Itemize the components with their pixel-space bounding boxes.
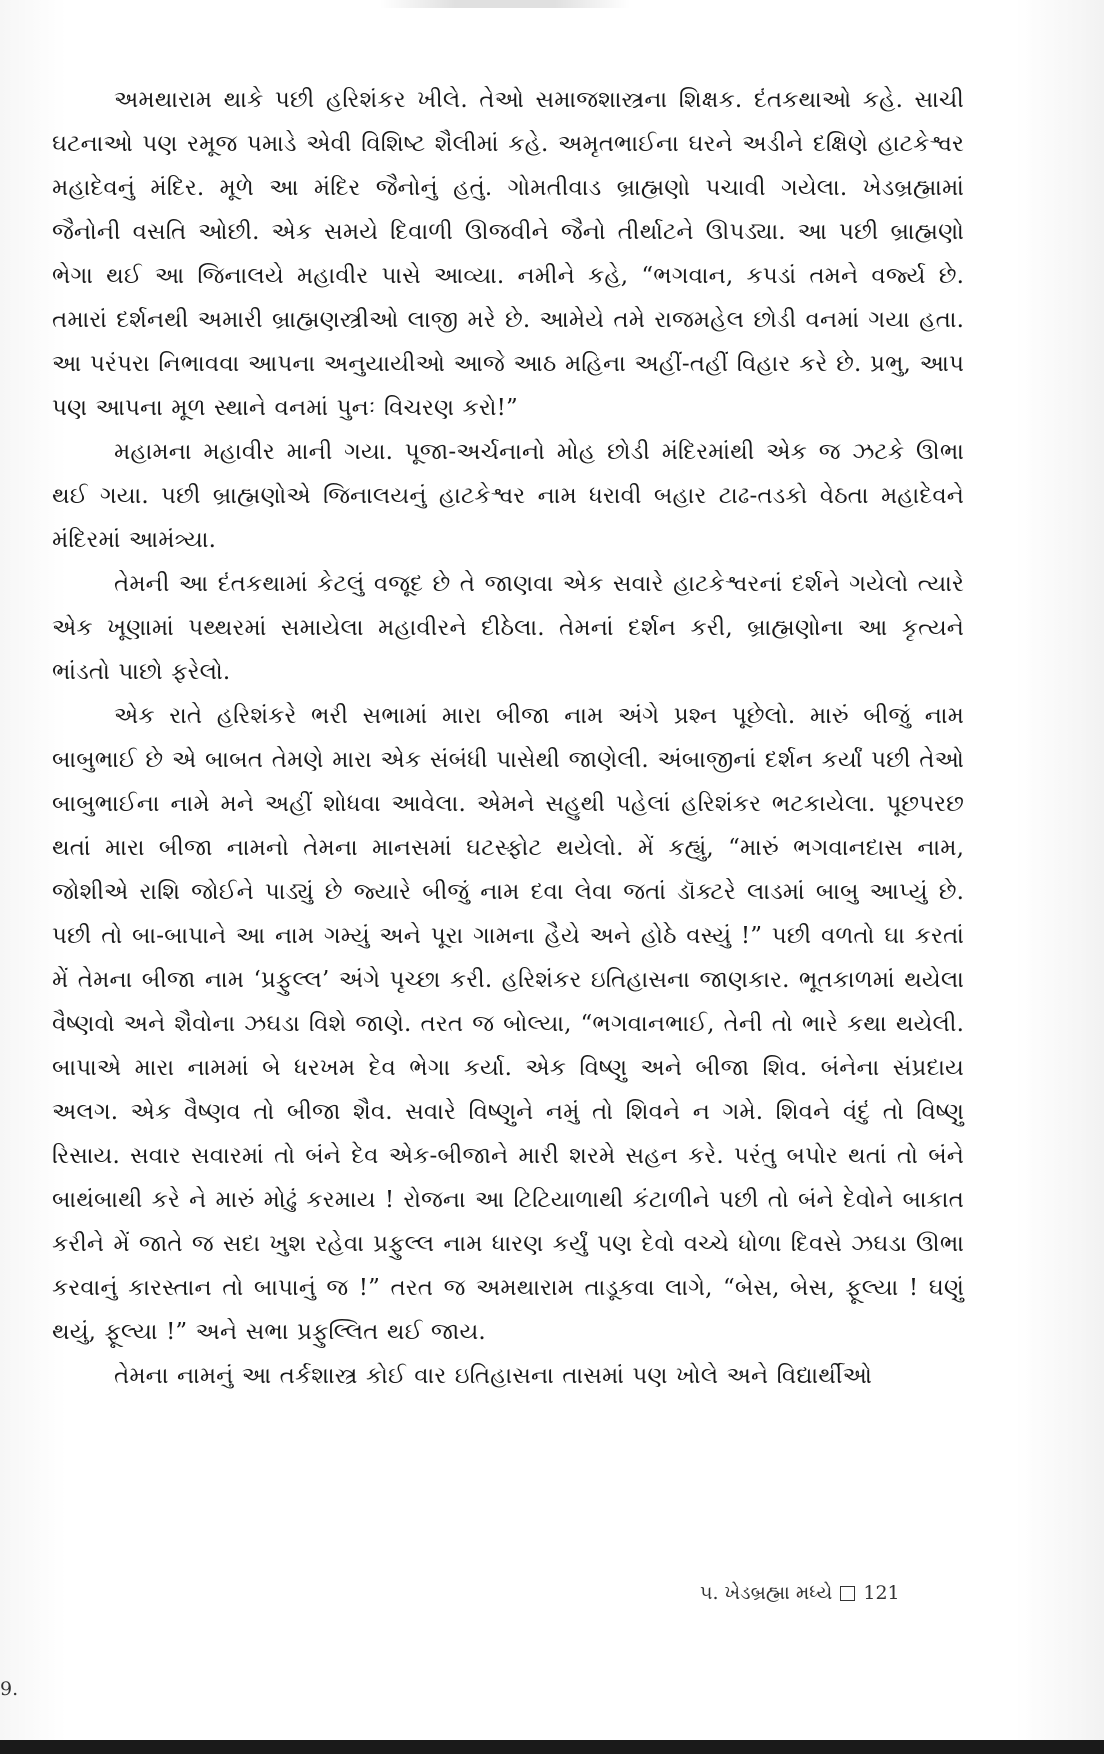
paragraph-1: અમથારામ થાકે પછી હરિશંકર ખીલે. તેઓ સમાજશાસ્ત્રના શિક્ષક. દંતકથાઓ કહે. સાચી ઘટનાઓ પણ રમૂજ પમાડે એવી વિશિષ્ટ શૈલીમાં કહે. અમૃતભાઈના ઘરને અડીને દક્ષિણે હાટકેશ્વર મહાદેવનું મંદિર. મૂળે આ મંદિર જૈનોનું હતું. ગોમતીવાડ બ્રાહ્મણો પચાવી ગયેલા. ખેડબ્રહ્મામાં જૈનોની વસતિ ઓછી. એક સમયે દિવાળી ઊજવીને જૈનો તીર્થાટને ઊપડ્યા. આ પછી બ્રાહ્મણો ભેગા થઈ આ જિનાલયે મહાવીર પાસે આવ્યા. નમીને કહે, “ભગવાન, કપડાં તમને વર્જ્ય છે. તમારાં દર્શનથી અમારી બ્રાહ્મણસ્ત્રીઓ લાજી મરે છે. આમેયે તમે રાજમહેલ છોડી વનમાં ગયા હતા. આ પરંપરા નિભાવવા આપના અનુયાયીઓ આજે આઠ મહિના અહીં-તહીં વિહાર કરે છે. પ્રભુ, આપ પણ આપના મૂળ સ્થાને વનમાં પુનઃ વિચરણ કરો!” — [52, 87, 964, 421]
page-number: 121 — [863, 1582, 900, 1604]
page-footer — [700, 1582, 970, 1604]
scan-smudge — [380, 0, 630, 8]
paragraph-2: મહામના મહાવીર માની ગયા. પૂજા-અર્ચનાનો મોહ છોડી મંદિરમાંથી એક જ ઝટકે ઊભા થઈ ગયા. પછી બ્રાહ્મણોએ જિનાલયનું હાટકેશ્વર નામ ધરાવી બહાર ટાઢ-તડકો વેઠતા મહાદેવને મંદિરમાં આમંત્ર્યા. — [52, 439, 964, 553]
paragraph-4: એક રાતે હરિશંકરે ભરી સભામાં મારા બીજા નામ અંગે પ્રશ્ન પૂછેલો. મારું બીજું નામ બાબુભાઈ છે એ બાબત તેમણે મારા એક સંબંધી પાસેથી જાણેલી. અંબાજીનાં દર્શન કર્યાં પછી તેઓ બાબુભાઈના નામે મને અહીં શોધવા આવેલા. એમને સહુથી પહેલાં હરિશંકર ભટકાયેલા. પૂછપરછ થતાં મારા બીજા નામનો તેમના માનસમાં ઘટસ્ફોટ થયેલો. મેં કહ્યું, “મારું ભગવાનદાસ નામ, જોશીએ રાશિ જોઈને પાડ્યું છે જ્યારે બીજું નામ દવા લેવા જતાં ડૉક્ટરે લાડમાં બાબુ આપ્યું છે. પછી તો બા-બાપાને આ નામ ગમ્યું અને પૂરા ગામના હૈયે અને હોઠે વસ્યું !” પછી વળતો ઘા કરતાં મેં તેમના બીજા નામ ‘પ્રફુલ્લ’ અંગે પૃચ્છા કરી. હરિશંકર ઇતિહાસના જાણકાર. ભૂતકાળમાં થયેલા વૈષ્ણવો અને શૈવોના ઝઘડા વિશે જાણે. તરત જ બોલ્યા, “ભગવાનભાઈ, તેની તો ભારે કથા થયેલી. બાપાએ મારા નામમાં બે ધરખમ દેવ ભેગા કર્યા. એક વિષ્ણુ અને બીજા શિવ. બંનેના સંપ્રદાય અલગ. એક વૈષ્ણવ તો બીજા શૈવ. સવારે વિષ્ણુને નમું તો શિવને ન ગમે. શિવને વંદું તો વિષ્ણુ રિસાય. સવાર સવારમાં તો બંને દેવ એક-બીજાને મારી શરમે સહન કરે. પરંતુ બપોર થતાં તો બંને બાથંબાથી કરે ને મારું મોઢું કરમાય ! રોજના આ ટિટિયાળાથી કંટાળીને પછી તો બંને દેવોને બાકાત કરીને મેં જાતે જ સદા ખુશ રહેવા પ્રફુલ્લ નામ ધારણ કર્યું પણ દેવો વચ્ચે ધોળા દિવસે ઝઘડા ઊભા કરવાનું કારસ્તાન તો બાપાનું જ !” તરત જ અમથારામ તાડૂકવા લાગે, “બેસ, બેસ, ફૂલ્યા ! ઘણું થયું, ફૂલ્યા !” અને સભા પ્રફુલ્લિત થઈ જાય. — [52, 703, 964, 1345]
body-text — [52, 78, 964, 1398]
paragraph-3: તેમની આ દંતકથામાં કેટલું વજૂદ છે તે જાણવા એક સવારે હાટકેશ્વરનાં દર્શને ગયેલો ત્યારે એક ખૂણામાં પથ્થરમાં સમાયેલા મહાવીરને દીઠેલા. તેમનાં દર્શન કરી, બ્રાહ્મણોના આ કૃત્યને ભાંડતો પાછો ફરેલો. — [52, 571, 964, 685]
chapter-title: ૫. ખેડબ્રહ્મા મધ્યે — [700, 1582, 833, 1604]
paragraph-5: તેમના નામનું આ તર્કશાસ્ત્ર કોઈ વાર ઇતિહાસના તાસમાં પણ ખોલે અને વિદ્યાર્થીઓ — [114, 1363, 872, 1389]
square-separator-icon — [840, 1586, 855, 1601]
scan-bottom-edge — [0, 1740, 1104, 1754]
edge-folio: 9. — [0, 1678, 19, 1700]
